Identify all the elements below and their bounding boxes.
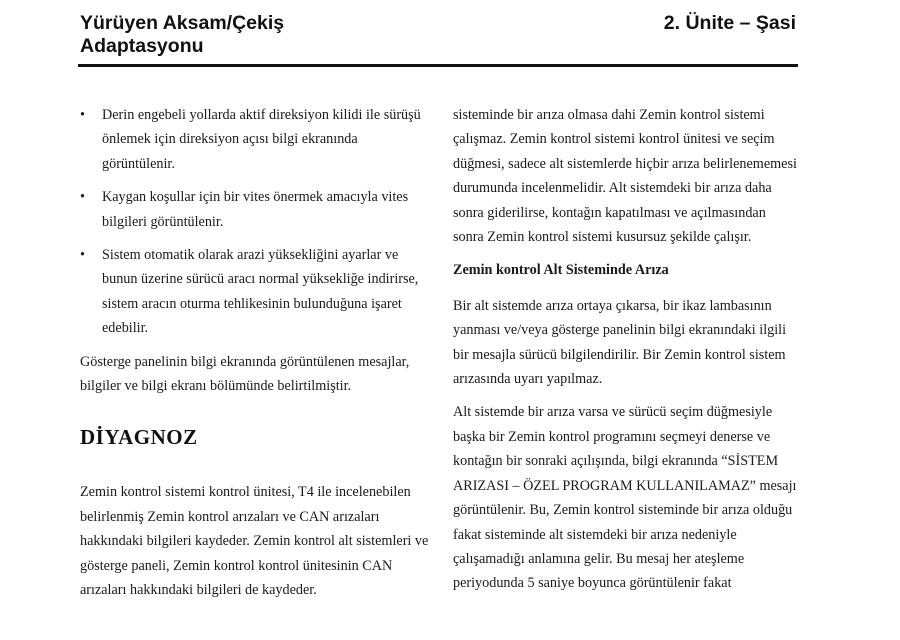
bullet-icon: • [80, 107, 85, 123]
header-divider [78, 64, 798, 67]
paragraph: sisteminde bir arıza olmasa dahi Zemin kontrol sistemi çalışmaz. Zemin kontrol sistemi kontrol ünitesi ve seçim düğmesi, sadece alt sistemlerde hiçbir arıza belirlenememesi durumunda incelenmelidir. Alt sistemdeki bir arıza daha sonra giderilirse, kontağın kapatılması ve açılmasından sonra Zemin kontrol sistemi kusursuz şekilde çalışır. [453, 107, 797, 246]
section-heading: DİYAGNOZ [80, 425, 198, 450]
left-column [80, 103, 430, 612]
paragraph: Bir alt sistemde arıza ortaya çıkarsa, bir ikaz lambasının yanması ve/veya gösterge panelinin bilgi ekranındaki ilgili bir mesajla sürücü bilgilendirilir. Bir Zemin kontrol sistem arızasında uyarı yapılmaz. [453, 297, 787, 388]
bullet-item [80, 243, 430, 341]
page-header [80, 12, 796, 64]
bullet-text: Kaygan koşullar için bir vites önermek amacıyla vites bilgileri görüntülenir. [102, 189, 409, 230]
unit-title: 2. Ünite – Şasi [663, 12, 796, 34]
bullet-icon: • [80, 189, 85, 206]
section-title-line2: Adaptasyonu [80, 35, 204, 57]
bullet-list [80, 103, 430, 341]
paragraph: Gösterge panelinin bilgi ekranında görüntülenen mesajlar, bilgiler ve bilgi ekranı bölümünde belirtilmiştir. [80, 353, 410, 395]
section-title-line1: Yürüyen Aksam/Çekiş [80, 12, 285, 34]
section-title [80, 12, 284, 58]
paragraph: Alt sistemde bir arıza varsa ve sürücü seçim düğmesiyle başka bir Zemin kontrol programını seçmeyi denerse ve kontağın bir sonraki açılışında, bilgi ekranında “SİSTEM ARIZASI – ÖZEL PROGRAM KULLANILAMAZ” mesajı görüntülenir. Bu, Zemin kontrol sisteminde bir arıza olduğu fakat sisteminde alt sistemdeki bir arıza nedeniyle çalışamadığı anlamına gelir. Bu mesaj her ateşleme periyodunda 5 saniye boyunca görüntülenir fakat [453, 404, 797, 592]
bullet-text: Sistem otomatik olarak arazi yüksekliğini ayarlar ve bunun üzerine sürücü aracı normal yüksekliğe indirirse, sistem aracın oturma tehlikesinin bulunduğuna işaret edebilir. [102, 247, 419, 337]
paragraph: Zemin kontrol sistemi kontrol ünitesi, T4 ile incelenebilen belirlenmiş Zemin kontrol arızaları ve CAN arızaları hakkındaki bilgileri kaydeder. Zemin kontrol alt sistemleri ve gösterge paneli, Zemin kontrol kontrol ünitesinin CAN arızaları hakkındaki bilgileri de kaydeder. [80, 484, 429, 599]
bullet-text: Derin engebeli yollarda aktif direksiyon kilidi ile sürüşü önlemek için direksiyon açısı bilgi ekranında görüntülenir. [102, 107, 421, 172]
subheading: Zemin kontrol Alt Sisteminde Arıza [453, 262, 669, 279]
right-column [453, 103, 798, 605]
bullet-item [80, 103, 430, 176]
bullet-icon: • [80, 247, 85, 264]
bullet-item [80, 185, 430, 234]
